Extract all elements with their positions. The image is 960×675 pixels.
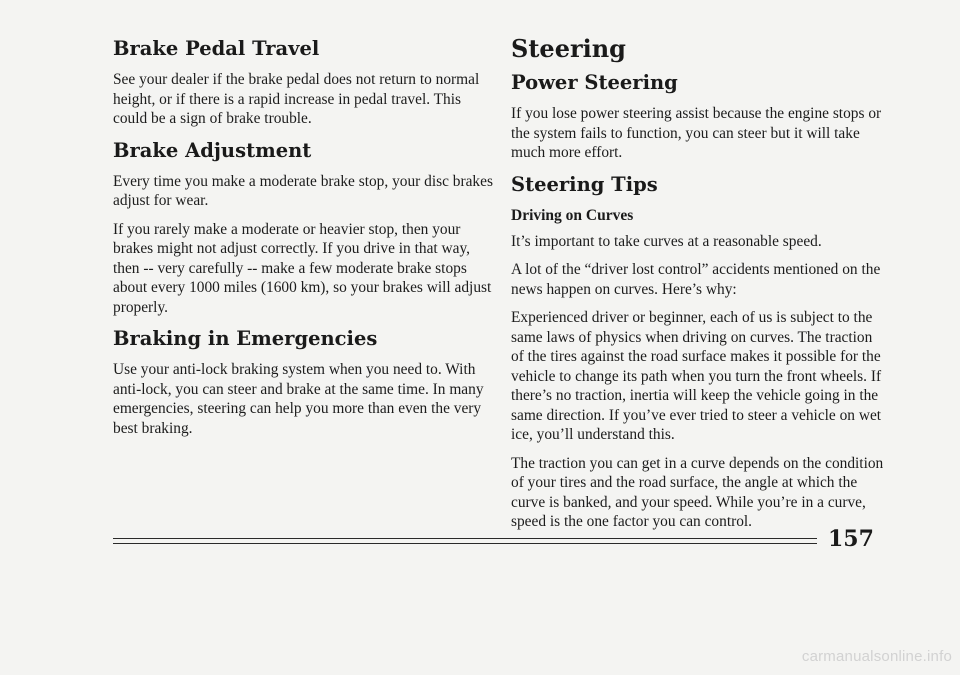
driving-on-curves-subheading: Driving on Curves [511,206,634,224]
steering-tips-paragraph: The traction you can get in a curve depends on the condition of your tires and the road surface, the angle at which the curve is banked, and your speed. While you’re in a curve, speed is the one factor you can control. [511,454,884,530]
steering-tips-paragraph: It’s important to take curves at a reasonable speed. [511,232,822,250]
page-number: 157 [828,526,874,552]
power-steering-paragraph: If you lose power steering assist because the engine stops or the system fails to function, you can steer but it will take much more effort. [511,105,882,161]
footer-rule [113,538,817,539]
brake-pedal-travel-paragraph: See your dealer if the brake pedal does not return to normal height, or if there is a rapid increase in pedal travel. This could be a sign of brake trouble. [113,71,480,127]
brake-adjustment-paragraph: Every time you make a moderate brake stop, your disc brakes adjust for wear. [113,172,493,209]
braking-in-emergencies-paragraph: Use your anti-lock braking system when you need to. With anti-lock, you can steer and brake at the same time. In many emergencies, steering can help you more than even the very best braking. [113,361,484,437]
steering-tips-paragraph: A lot of the “driver lost control” accidents mentioned on the news happen on curves. Here’s why: [511,261,881,298]
left-column [113,28,493,447]
brake-pedal-travel-heading: Brake Pedal Travel [113,37,320,60]
steering-tips-section [511,172,887,532]
braking-in-emergencies-heading: Braking in Emergencies [113,327,378,350]
steering-heading: Steering [511,34,626,63]
footer-rule [113,543,817,544]
watermark-text: carmanualsonline.info [801,648,952,665]
brake-adjustment-heading: Brake Adjustment [113,138,312,162]
power-steering-section [511,70,887,163]
brake-pedal-travel-section [113,36,493,129]
brake-adjustment-section [113,138,493,318]
steering-tips-paragraph: Experienced driver or beginner, each of us is subject to the same laws of physics when driving on curves. The traction of the tires against the road surface makes it possible for the vehicle to change its path when you turn the front wheels. If there’s no traction, inertia will keep the vehicle going in the same direction. If you’ve ever tried to steer a vehicle on wet ice, you’ll understand this. [511,309,882,443]
brake-adjustment-paragraph: If you rarely make a moderate or heavier stop, then your brakes might not adjust correctly. If you drive in that way, then -- very carefully -- make a few moderate brake stops about every 1000 miles (1600 km), so your brakes will adjust properly. [113,220,492,316]
steering-tips-heading: Steering Tips [511,172,658,196]
power-steering-heading: Power Steering [511,71,678,94]
right-column [511,28,887,541]
braking-in-emergencies-section [113,326,493,438]
